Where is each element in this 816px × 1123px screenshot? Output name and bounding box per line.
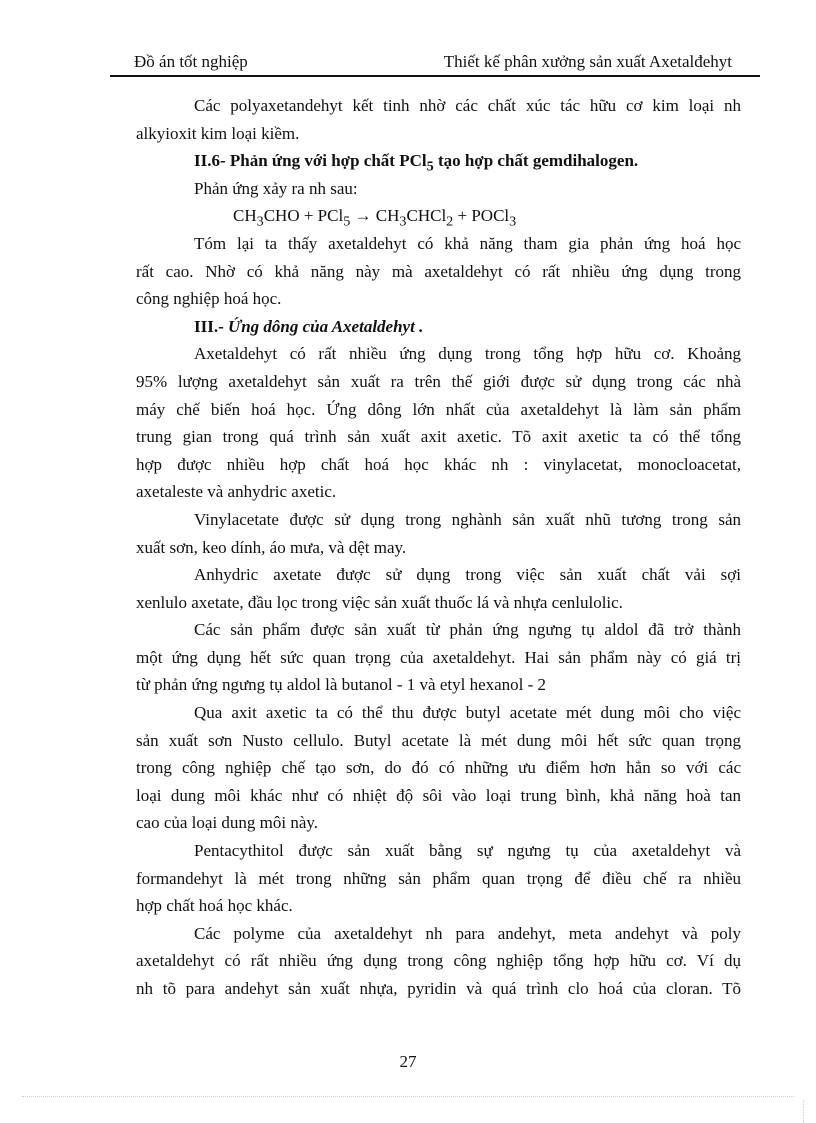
header-left-title: Đồ án tốt nghiệp bbox=[134, 52, 248, 71]
paragraph-line: 95% lượng axetaldehyt sản xuất ra trên thế giới được sử dụng trong các nhà bbox=[136, 371, 741, 391]
page-bottom-border bbox=[22, 1096, 794, 1097]
paragraph-line: Pentacythitol được sản xuất bằng sự ngưng tụ của axetaldehyt và bbox=[194, 841, 741, 861]
paragraph-line: công nghiệp hoá học. bbox=[136, 289, 282, 309]
paragraph-line: formandehyt là mét trong những sản phẩm quan trọng để điều chế ra nhiều bbox=[136, 868, 741, 888]
paragraph-line: Tóm lại ta thấy axetaldehyt có khả năng tham gia phản ứng hoá học bbox=[194, 233, 741, 253]
paragraph-line: axetaleste và anhydric axetic. bbox=[136, 482, 337, 502]
paragraph-line: máy chế biến hoá học. Ứng dông lớn nhất của axetaldehyt là làm sản phẩm bbox=[136, 399, 741, 419]
paragraph-line: xenlulo axetate, đầu lọc trong việc sản xuất thuốc lá và nhựa cenlulolic. bbox=[136, 592, 623, 612]
paragraph-line: trung gian trong quá trình sản xuất axit axetic. Tõ axit axetic ta có thể tổng bbox=[136, 427, 741, 447]
paragraph-line: Anhydric axetate được sử dụng trong việc sản xuất chất vải sợi bbox=[194, 565, 741, 585]
section-heading-ii6: II.6- Phản ứng với hợp chất PCl$_5$ tạo hợp chất gemdihalogen. bbox=[194, 151, 639, 175]
document-body bbox=[136, 92, 741, 1003]
paragraph-line: từ phản ứng ngưng tụ aldol là butanol - 1 và etyl hexanol - 2 bbox=[136, 675, 547, 695]
paragraph-line: Qua axit axetic ta có thể thu được butyl acetate mét dung môi cho việc bbox=[194, 703, 741, 723]
section-heading-iii: III.- Ứng dông của Axetaldehyt . bbox=[194, 316, 424, 336]
paragraph-line: sản xuất sơn Nusto cellulo. Butyl acetate là mét dung môi hết sức quan trọng bbox=[136, 730, 741, 750]
paragraph-line: hợp được nhiều hợp chất hoá học khác nh : vinylacetat, monocloacetat, bbox=[136, 454, 741, 474]
paragraph-line: Các polyme của axetaldehyt nh para andehyt, meta andehyt và poly bbox=[194, 923, 741, 943]
paragraph-line: trong công nghiệp chế tạo sơn, do đó có những ưu điểm hơn hẳn so với các bbox=[136, 758, 741, 778]
paragraph-line: cao của loại dung môi này. bbox=[136, 813, 319, 833]
paragraph-line: loại dung môi khác như có nhiệt độ sôi vào loại trung bình, khả năng hoà tan bbox=[136, 785, 741, 805]
paragraph-line: nh tõ para andehyt sản xuất nhựa, pyridin và quá trình clo hoá của cloran. Tõ bbox=[136, 979, 741, 998]
page-number: 27 bbox=[399, 1052, 417, 1071]
paragraph-line: Axetaldehyt có rất nhiều ứng dụng trong tổng hợp hữu cơ. Khoảng bbox=[194, 344, 741, 364]
page-header bbox=[110, 50, 760, 76]
paragraph-line: Vinylacetate được sử dụng trong nghành sản xuất nhũ tương trong sản bbox=[194, 509, 741, 529]
paragraph-line: Các sản phẩm được sản xuất từ phản ứng ngưng tụ aldol đã trở thành bbox=[194, 620, 741, 640]
paragraph-line: Các polyaxetandehyt kết tinh nhờ các chất xúc tác hữu cơ kim loại nh bbox=[194, 96, 741, 115]
header-right-title: Thiết kế phân xưởng sản xuất Axetalđehyt bbox=[443, 52, 732, 71]
paragraph-line: Phản ứng xảy ra nh sau: bbox=[194, 178, 358, 198]
paragraph-line: axetaldehyt có rất nhiều ứng dụng trong công nghiệp tổng hợp hữu cơ. Ví dụ bbox=[136, 951, 741, 971]
paragraph-line: xuất sơn, keo dính, áo mưa, và dệt may. bbox=[136, 537, 407, 557]
paragraph-line: alkyioxit kim loại kiềm. bbox=[136, 123, 300, 143]
header-divider bbox=[110, 75, 760, 77]
paragraph-line: một ứng dụng hết sức quan trọng của axetaldehyt. Hai sản phẩm này có giá trị bbox=[136, 647, 741, 667]
paragraph-line: rất cao. Nhờ có khả năng này mà axetaldehyt có rất nhiều ứng dụng trong bbox=[136, 261, 741, 281]
reaction-equation: $CH_3CHO + PCl_5$ → $CH_3CHCl_2$ + POCl$_3$ bbox=[233, 206, 517, 230]
paragraph-line: hợp chất hoá học khác. bbox=[136, 896, 293, 916]
page-side-border bbox=[803, 1100, 804, 1123]
